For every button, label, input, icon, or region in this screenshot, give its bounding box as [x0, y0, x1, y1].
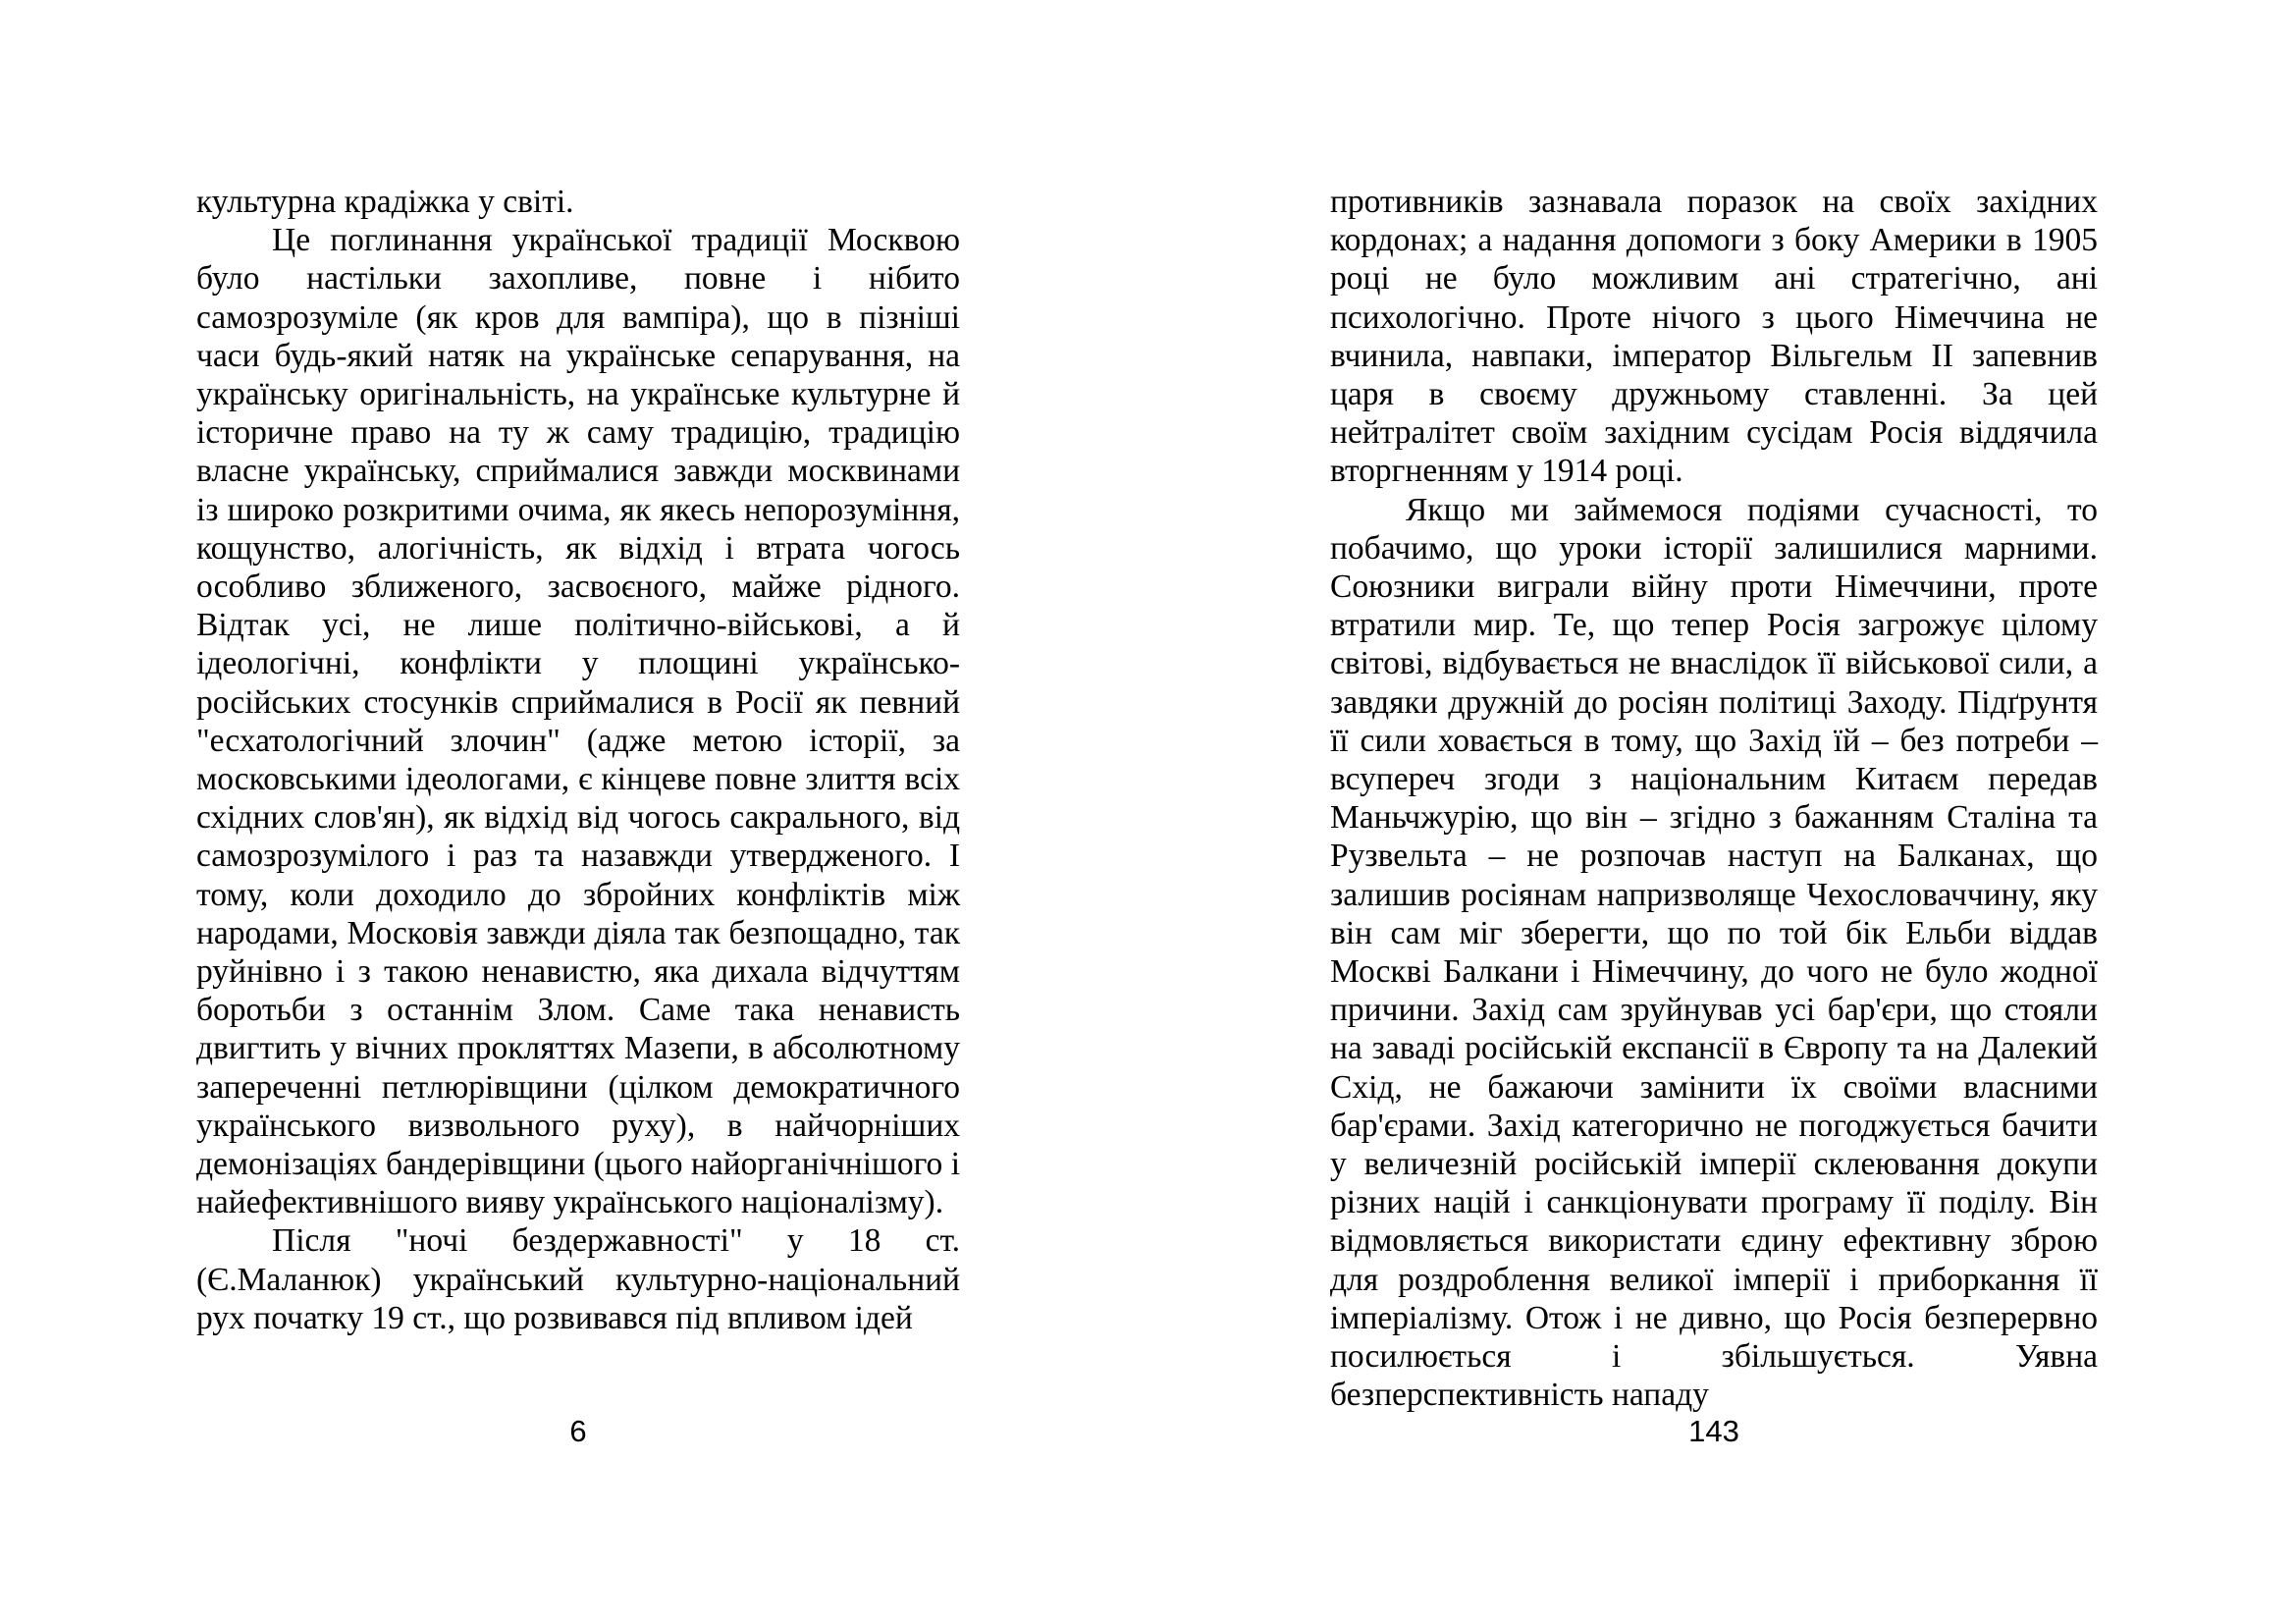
- paragraph: Після "ночі бездержавності" у 18 ст. (Є.Маланюк) український культурно-національний рух початку 19 ст., що розвивався під впливом ідей: [196, 1222, 960, 1336]
- paragraph: культурна крадіжка у світі.: [196, 184, 574, 220]
- paragraph: Якщо ми займемося подіями сучасності, то побачимо, що уроки історії залишилися марними. Союзники виграли війну проти Німеччини, проте втратили мир. Те, що тепер Росія загрожує цілому світові, відбувається не внаслідок її військової сили, а завдяки дружній до росіян політиці Заходу. Підґрунтя її сили ховається в тому, що Захід їй – без потреби – всупереч згоди з національним Китаєм передав Маньчжурію, що він – згідно з бажанням Сталіна та Рузвельта – не розпочав наступ на Балканах, що залишив росіянам напризволяще Чехословаччину, яку він сам міг зберегти, що по той бік Ельби віддав Москві Балкани і Німеччину, до чого не було жодної причини. Захід сам зруйнував усі бар'єри, що стояли на заваді російській експансії в Європу та на Далекий Схід, не бажаючи замінити їх своїми власними бар'єрами. Захід категорично не погоджується бачити у величезній російській імперії склеювання докупи різних націй і санкціонувати програму її поділу. Він відмовляється використати єдину ефективну зброю для роздроблення великої імперії і приборкання її імперіалізму. Отож і не дивно, що Росія безперервно посилюється і збільшується. Уявна безперспективність нападу: [1330, 491, 2098, 1414]
- paragraph: Це поглинання української традиції Москвою було настільки захопливе, повне і нібито самозрозуміле (як кров для вампіра), що в пізніші часи будь-який натяк на українське сепарування, на українську оригінальність, на українське культурне й історичне право на ту ж саму традицію, традицію власне українську, сприймалися завжди москвинами із широко розкритими очима, як якесь непорозуміння, кощунство, алогічність, як відхід і втрата чогось особливо зближеного, засвоєного, майже рідного. Відтак усі, не лише політично-військові, а й ідеологічні, конфлікти у площині українсько-російських стосунків сприймалися в Росії як певний "есхатологічний злочин" (адже метою історії, за московськими ідеологами, є кінцеве повне злиття всіх східних слов'ян), як відхід від чогось сакрального, від самозрозумілого і раз та назавжди утвердженого. І тому, коли доходило до збройних конфліктів між народами, Московія завжди діяла так безпощадно, так руйнівно і з такою ненавистю, яка дихала відчуттям боротьби з останнім Злом. Саме така ненависть двигтить у вічних прокляттях Мазепи, в абсолютному запереченні петлюрівщини (цілком демократичного українського визвольного руху), в найчорніших демонізаціях бандерівщини (цього найорганічнішого і найефективнішого вияву українського націоналізму).: [196, 222, 960, 1221]
- page-number-right: 143: [1688, 1414, 1739, 1448]
- page-left-text-block: [196, 183, 960, 1337]
- page-right-text-block: [1330, 183, 2098, 1415]
- paragraph: противників зазнавала поразок на своїх західних кордонах; а надання допомоги з боку Америки в 1905 році не було можливим ані стратегічно, ані психологічно. Проте нічого з цього Німеччина не вчинила, навпаки, імператор Вільгельм II запевнив царя в своєму дружньому ставленні. За цей нейтралітет своїм західним сусідам Росія віддячила вторгненням у 1914 році.: [1330, 184, 2098, 490]
- page-number-left: 6: [569, 1414, 587, 1448]
- page-right: [1148, 0, 2296, 1624]
